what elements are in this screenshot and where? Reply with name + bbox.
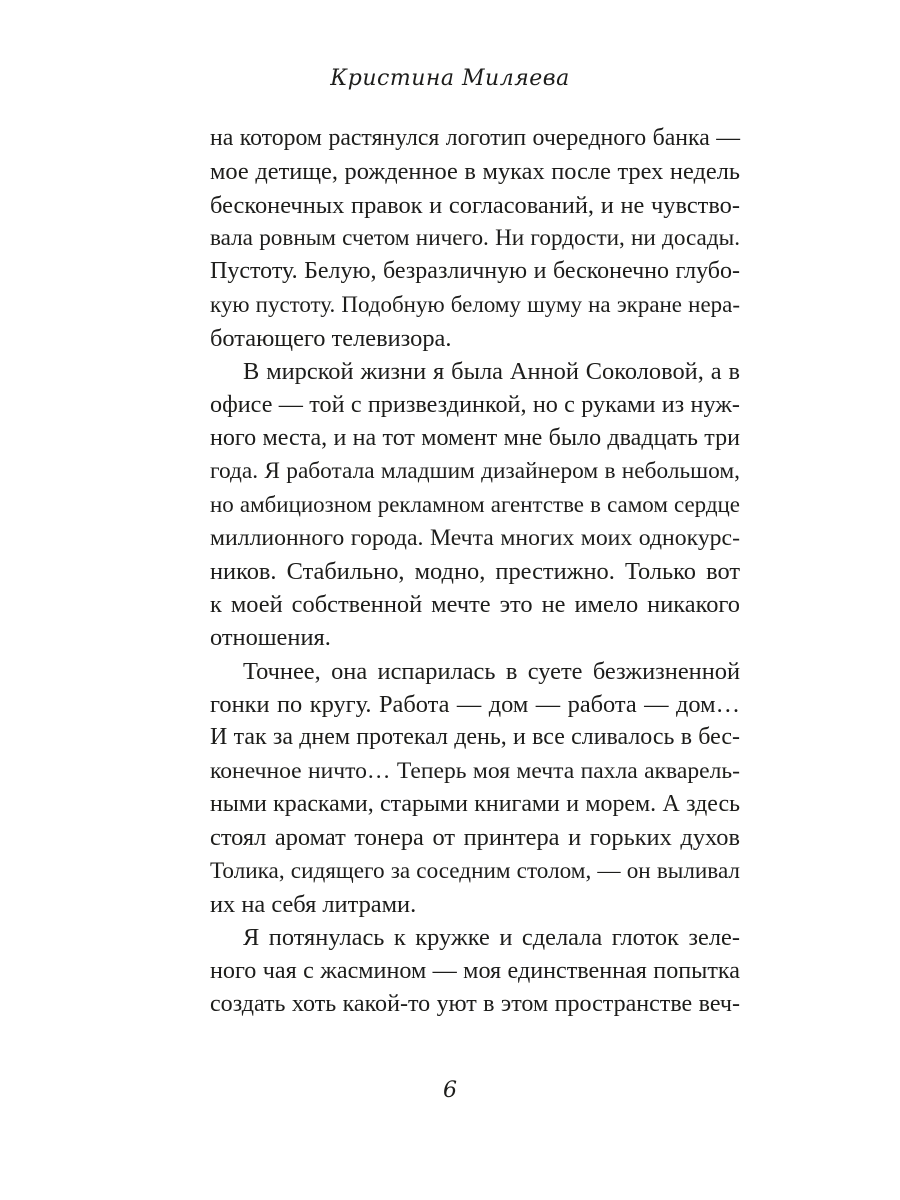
text-line: на котором растянулся логотип очередного банка —: [210, 125, 740, 151]
text-line: бесконечных правок и согласований, и не чувство-: [210, 191, 740, 219]
text-line: к моей собственной мечте это не имело никакого: [210, 591, 740, 619]
text-line: Пустоту. Белую, безразличную и бесконечно глубо-: [210, 258, 740, 285]
text-line: Я потянулась к кружке и сделала глоток зеле-: [243, 924, 740, 952]
page-number: 6: [443, 1078, 457, 1103]
text-line: мое детище, рожденное в муках после трех недель: [210, 158, 740, 186]
paragraph: [210, 921, 740, 1021]
text-line: конечное ничто… Теперь моя мечта пахла акварель-: [210, 757, 740, 784]
text-line: Точнее, она испарилась в суете безжизненной: [243, 657, 740, 685]
text-line: ного места, и на тот момент мне было двадцать три: [210, 424, 740, 451]
body-text: [210, 122, 740, 1021]
text-line: Толика, сидящего за соседним столом, — он выливал: [210, 857, 740, 884]
text-line: но амбициозном рекламном агентстве в самом сердце: [210, 492, 740, 518]
text-line: создать хоть какой-то уют в этом пространстве веч-: [210, 990, 740, 1017]
running-head-author: Кристина Миляева: [330, 66, 570, 91]
text-line: отношения.: [210, 624, 331, 652]
paragraph: [210, 655, 740, 921]
text-line: ботающего телевизора.: [210, 324, 452, 352]
text-line: ников. Стабильно, модно, престижно. Только вот: [210, 557, 740, 585]
text-line: стоял аромат тонера от принтера и горьких духов: [210, 824, 740, 852]
paragraph: [210, 122, 740, 355]
text-line: И так за днем протекал день, и все сливалось в бес-: [210, 724, 740, 751]
text-line: В мирской жизни я была Анной Соколовой, а в: [243, 358, 740, 386]
text-line: гонки по кругу. Работа — дом — работа — дом…: [210, 691, 740, 719]
text-line: года. Я работала младшим дизайнером в небольшом,: [210, 457, 740, 484]
text-line: ными красками, старыми книгами и морем. А здесь: [210, 790, 740, 817]
text-line: офисе — той с призвездинкой, но с руками из нуж-: [210, 391, 740, 419]
paragraph: [210, 355, 740, 655]
text-line: миллионного города. Мечта многих моих однокурс-: [210, 524, 740, 551]
text-line: вала ровным счетом ничего. Ни гордости, ни досады.: [210, 224, 740, 251]
text-line: кую пустоту. Подобную белому шуму на экране нера-: [210, 292, 740, 318]
text-line: их на себя литрами.: [210, 890, 417, 918]
text-line: ного чая с жасмином — моя единственная попытка: [210, 957, 740, 985]
